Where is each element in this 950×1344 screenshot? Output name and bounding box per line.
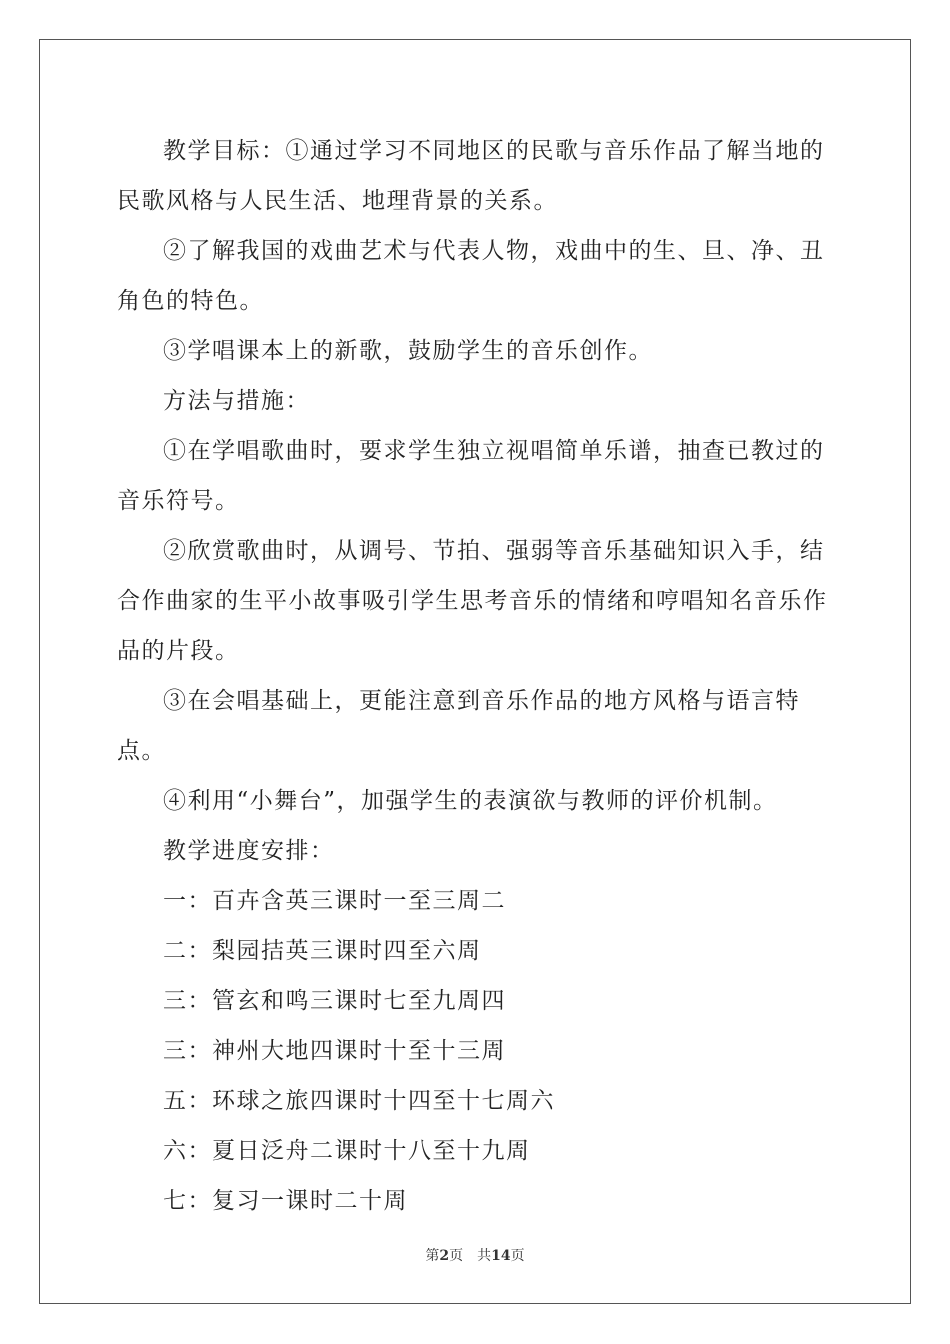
- paragraph-method-3: ③在会唱基础上，更能注意到音乐作品的地方风格与语言特点。: [117, 688, 800, 764]
- footer-page-prefix: 第: [425, 1248, 440, 1264]
- footer-total-suffix: 页: [510, 1248, 525, 1264]
- paragraph-method-4: ④利用“小舞台”，加强学生的表演欲与教师的评价机制。: [163, 788, 778, 814]
- schedule-item-2: 二：梨园拮英三课时四至六周: [163, 938, 482, 964]
- paragraph-goal-2: ②了解我国的戏曲艺术与代表人物，戏曲中的生、旦、净、丑角色的特色。: [117, 238, 825, 314]
- page-footer: [0, 1245, 950, 1265]
- heading-schedule: 教学进度安排：: [163, 838, 335, 864]
- schedule-item-5: 五：环球之旅四课时十四至十七周六: [163, 1088, 555, 1114]
- document-body: [117, 126, 837, 1226]
- schedule-item-3: 三：管玄和鸣三课时七至九周四: [163, 988, 506, 1014]
- paragraph-teaching-goal: 教学目标：①通过学习不同地区的民歌与音乐作品了解当地的民歌风格与人民生活、地理背景的关系。: [117, 138, 825, 214]
- schedule-item-7: 七：复习一课时二十周: [163, 1188, 408, 1214]
- footer-total-prefix: 共: [477, 1248, 492, 1264]
- footer-total-number: 14: [491, 1248, 511, 1264]
- schedule-item-6: 六：夏日泛舟二课时十八至十九周: [163, 1138, 531, 1164]
- footer-page-number: 2: [439, 1248, 450, 1264]
- heading-methods: 方法与措施：: [163, 388, 310, 414]
- paragraph-method-2: ②欣赏歌曲时，从调号、节拍、强弱等音乐基础知识入手，结合作曲家的生平小故事吸引学生思考音乐的情绪和哼唱知名音乐作品的片段。: [117, 538, 828, 664]
- paragraph-goal-3: ③学唱课本上的新歌，鼓励学生的音乐创作。: [163, 338, 653, 364]
- schedule-item-1: 一：百卉含英三课时一至三周二: [163, 888, 506, 914]
- paragraph-method-1: ①在学唱歌曲时，要求学生独立视唱简单乐谱，抽查已教过的音乐符号。: [117, 438, 825, 514]
- schedule-item-4: 三：神州大地四课时十至十三周: [163, 1038, 506, 1064]
- footer-page-suffix: 页: [449, 1248, 464, 1264]
